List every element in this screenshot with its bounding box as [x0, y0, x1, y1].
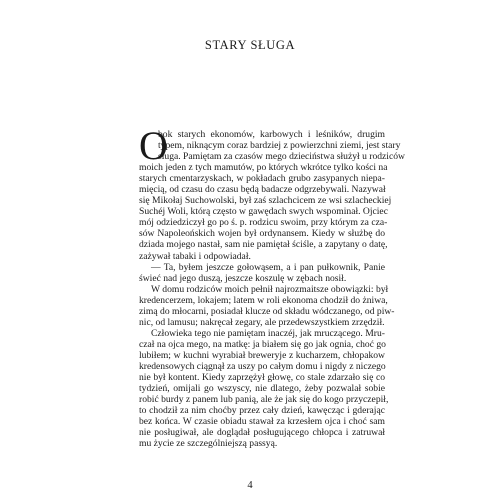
text-line: czał na ojca mego, na matkę: ja białem się go jak ognia, choć go [139, 338, 386, 350]
text-line: świeć nad jego duszą, jeszcze koszulę w zębach nosił. [139, 272, 347, 284]
text-line: tydzień, omijali go wszyscy, nie dlatego, żeby pozwalał sobie [139, 383, 385, 395]
text-line: moich jeden z tych mamutów, po których wkrótce tylko kości na [139, 162, 388, 174]
page-number: 4 [247, 480, 253, 491]
text-line: lubiłem; w kuchni wyrabiał breweryje z kucharzem, chłopakow [139, 349, 385, 361]
paragraph [139, 123, 405, 262]
text-line: bez końca. W czasie obiadu stawał za krzesłem ojca i choć sam [139, 416, 385, 428]
text-line: bok starych ekonomów, karbowych i leśników, drugim [158, 129, 385, 140]
text-line: nic, od lamusu; nakręcał zegary, ale przedewszystkiem zrzędził. [139, 316, 385, 328]
text-line: nie był kontent. Kiedy zaprzężył głowę, co stale zdarzało się co [139, 372, 385, 384]
paragraph [139, 283, 395, 328]
paragraph [139, 262, 385, 284]
paragraph [139, 327, 389, 450]
text-line: nie posługiwał, ale doglądał posługującego chłopca i zatruwał [139, 427, 385, 439]
text-line: sługa. Pamiętam za czasów mego dzieciństwa służył u rodziców [158, 151, 405, 163]
text-line: typem, niknącym coraz bardziej z powierzchni ziemi, jest stary [158, 140, 401, 152]
text-line: to chodził za nim choćby przez cały dzień, kawęcząc i gderając [139, 405, 385, 417]
drop-cap: O [139, 123, 168, 168]
text-line: mięcią, od czasu do czasu będą badacze odgrzebywali. Nazywał [139, 184, 386, 196]
text-line: mu życie ze szczególniejszą passyą. [139, 438, 278, 450]
text-line: Człowieka tego nie pamiętam inaczéj, jak mruczącego. Mru- [151, 327, 385, 339]
text-line: mój odziedziczył go po ś. p. rodzicu swoim, przy którym za cza- [139, 217, 388, 229]
chapter-title: STARY SŁUGA [204, 38, 296, 52]
text-line: zimą do młocarni, posiadał klucze od składu wódczanego, od piw- [139, 305, 395, 317]
text-line: W domu rodziców moich pełnił najrozmaitsze obowiązki: był [151, 283, 389, 295]
text-line: się Mikołaj Suchowolski, był zaś szlachcicem ze wsi szlacheckiej [139, 195, 392, 207]
text-line: kredencerzem, lokajem; latem w roli ekonoma chodził do żniwa, [139, 294, 388, 306]
text-line: robić burdy z panem lub panią, ale że jak się do kogo przyczepił, [139, 394, 389, 406]
text-line: Suchéj Woli, którą często w gawędach swych wspominał. Ojciec [139, 206, 388, 218]
text-line: sów Napoleońskich wojen był ordynansem. Kiedy w służbę do [139, 228, 385, 240]
text-line: kredensowych ciągnął za uszy po całym domu i nigdy z niczego [139, 360, 386, 372]
text-line: — Ta, byłem jeszcze gołowąsem, a i pan pułkownik, Panie [151, 261, 385, 273]
chapter-body [139, 123, 405, 450]
text-line: zażywał tabaki i odpowiadał. [139, 250, 251, 262]
text-line: dziada mojego nastał, sam nie pamiętał ściśle, a zapytany o datę, [139, 239, 388, 251]
text-line: starych cmentarzyskach, w pokładach grubo zasypanych niepa- [139, 173, 385, 185]
